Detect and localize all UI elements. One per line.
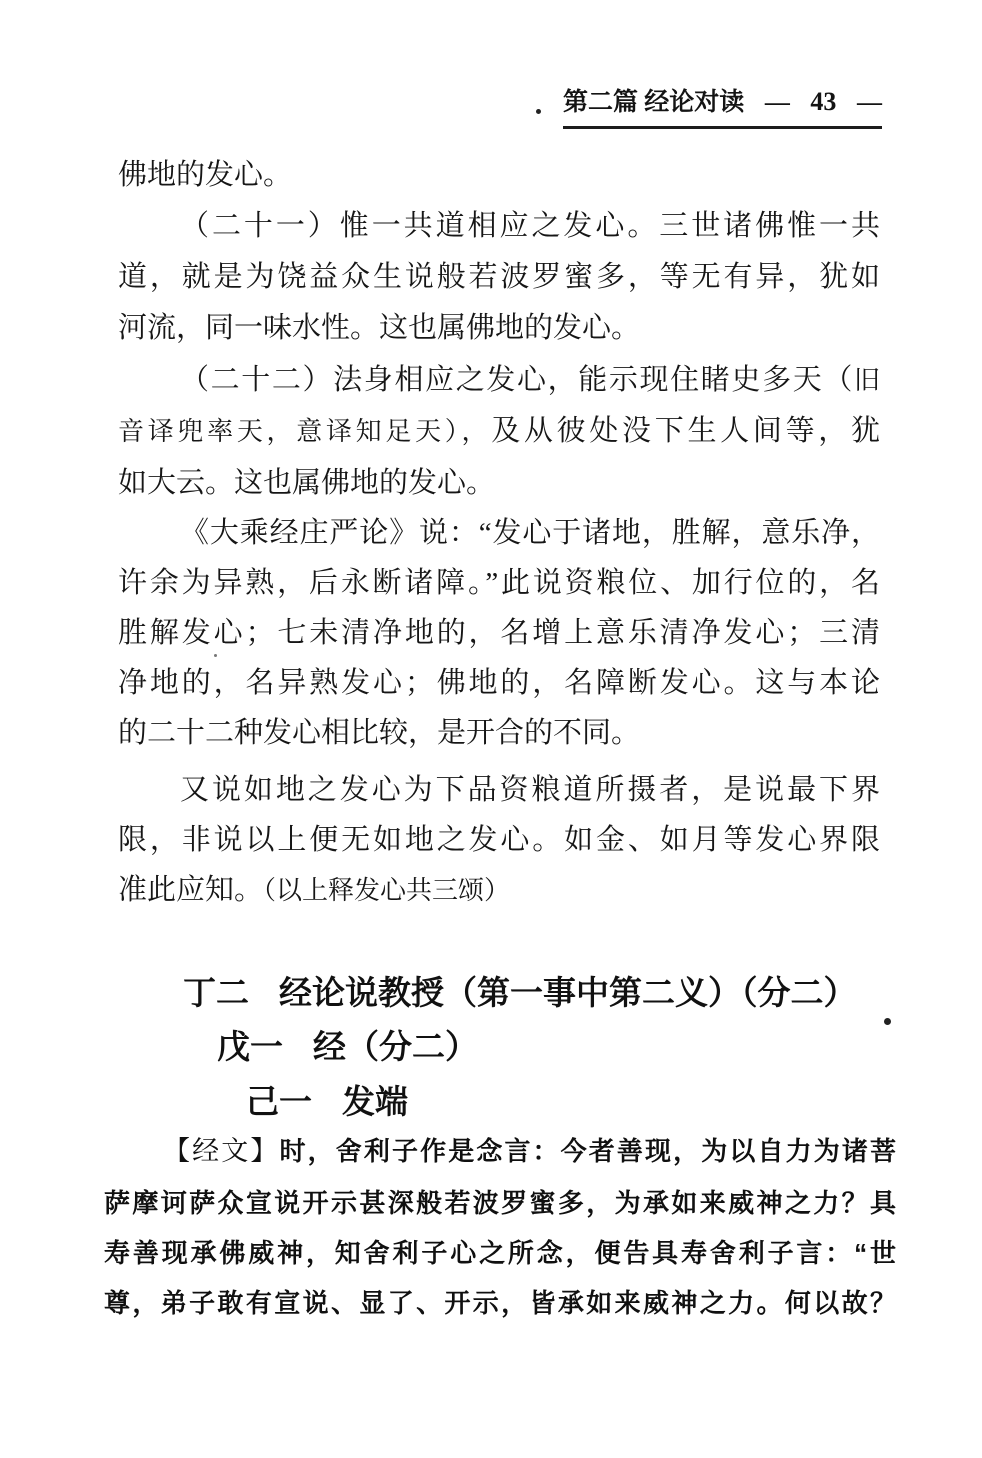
- ink-speck: [536, 109, 541, 114]
- body-line-14: 限，非说以上便无如地之发心。如金、如月等发心界限: [118, 824, 880, 856]
- body-line-4: 河流，同一味水性。这也属佛地的发心。: [118, 312, 641, 344]
- body-line-5-main: （二十二）法身相应之发心，能示现住睹史多天（: [180, 364, 854, 396]
- heading-2-label: 戊一: [217, 1030, 283, 1066]
- body-line-6-annotation: 音译兜率天，意译知足天），: [118, 417, 492, 446]
- sutra-line-2: 萨摩诃萨众宣说开示甚深般若波罗蜜多，为承如来威神之力？具: [104, 1188, 896, 1218]
- body-line-11: 净地的，名异熟发心；佛地的，名障断发心。这与本论: [118, 667, 880, 699]
- heading-1-title: 经论说教授（第一事中第二义）（分二）: [279, 976, 857, 1012]
- body-line-8: 《大乘经庄严论》说：“发心于诸地，胜解，意乐净，: [180, 517, 880, 549]
- body-line-6: [118, 410, 880, 452]
- body-line-5-annotation: 旧: [853, 366, 880, 395]
- body-line-15-main: 准此应知。: [118, 874, 264, 906]
- ink-speck: [214, 654, 217, 657]
- body-line-15: [118, 869, 880, 911]
- heading-2-title: 经（分二）: [313, 1030, 478, 1066]
- heading-3-title: 发端: [342, 1085, 408, 1121]
- section-heading-level-1: [183, 972, 857, 1016]
- body-line-10: 胜解发心；七未清净地的，名增上意乐清净发心；三清: [118, 617, 880, 649]
- section-heading-level-3: [246, 1081, 408, 1125]
- page-number-dash-left: —: [764, 89, 790, 116]
- sutra-line-1: [104, 1128, 896, 1174]
- body-line-1: 佛地的发心。: [118, 159, 293, 191]
- sutra-line-4: 尊，弟子敢有宣说、显了、开示，皆承如来威神之力。何以故？: [104, 1288, 896, 1318]
- page-number-dash-right: —: [857, 89, 882, 116]
- ink-speck: [884, 1018, 891, 1025]
- body-line-3: 道，就是为饶益众生说般若波罗蜜多，等无有异，犹如: [118, 261, 880, 293]
- body-line-5: [118, 359, 880, 401]
- body-line-13: 又说如地之发心为下品资粮道所摄者，是说最下界: [180, 774, 880, 806]
- heading-1-label: 丁二: [183, 976, 249, 1012]
- body-line-9: 许余为异熟，后永断诸障。”此说资粮位、加行位的，名: [118, 567, 880, 599]
- chapter-title: 第二篇 经论对读: [563, 89, 745, 116]
- sutra-line-1-text: 时，舍利子作是念言：今者善现，为以自力为诸菩: [279, 1136, 896, 1166]
- running-header: [563, 88, 882, 129]
- body-line-7: 如大云。这也属佛地的发心。: [118, 467, 496, 499]
- heading-3-label: 己一: [246, 1085, 312, 1121]
- section-heading-level-2: [217, 1026, 478, 1070]
- page-number: 43: [810, 87, 837, 116]
- sutra-label: 【经文】: [163, 1136, 280, 1166]
- body-line-6-main: 及从彼处没下生人间等，犹: [491, 415, 880, 447]
- body-line-2: （二十一）惟一共道相应之发心。三世诸佛惟一共: [180, 210, 880, 242]
- body-line-15-annotation: （以上释发心共三颂）: [263, 876, 511, 905]
- sutra-line-3: 寿善现承佛威神，知舍利子心之所念，便告具寿舍利子言：“世: [104, 1238, 896, 1268]
- body-line-12: 的二十二种发心相比较，是开合的不同。: [118, 717, 641, 749]
